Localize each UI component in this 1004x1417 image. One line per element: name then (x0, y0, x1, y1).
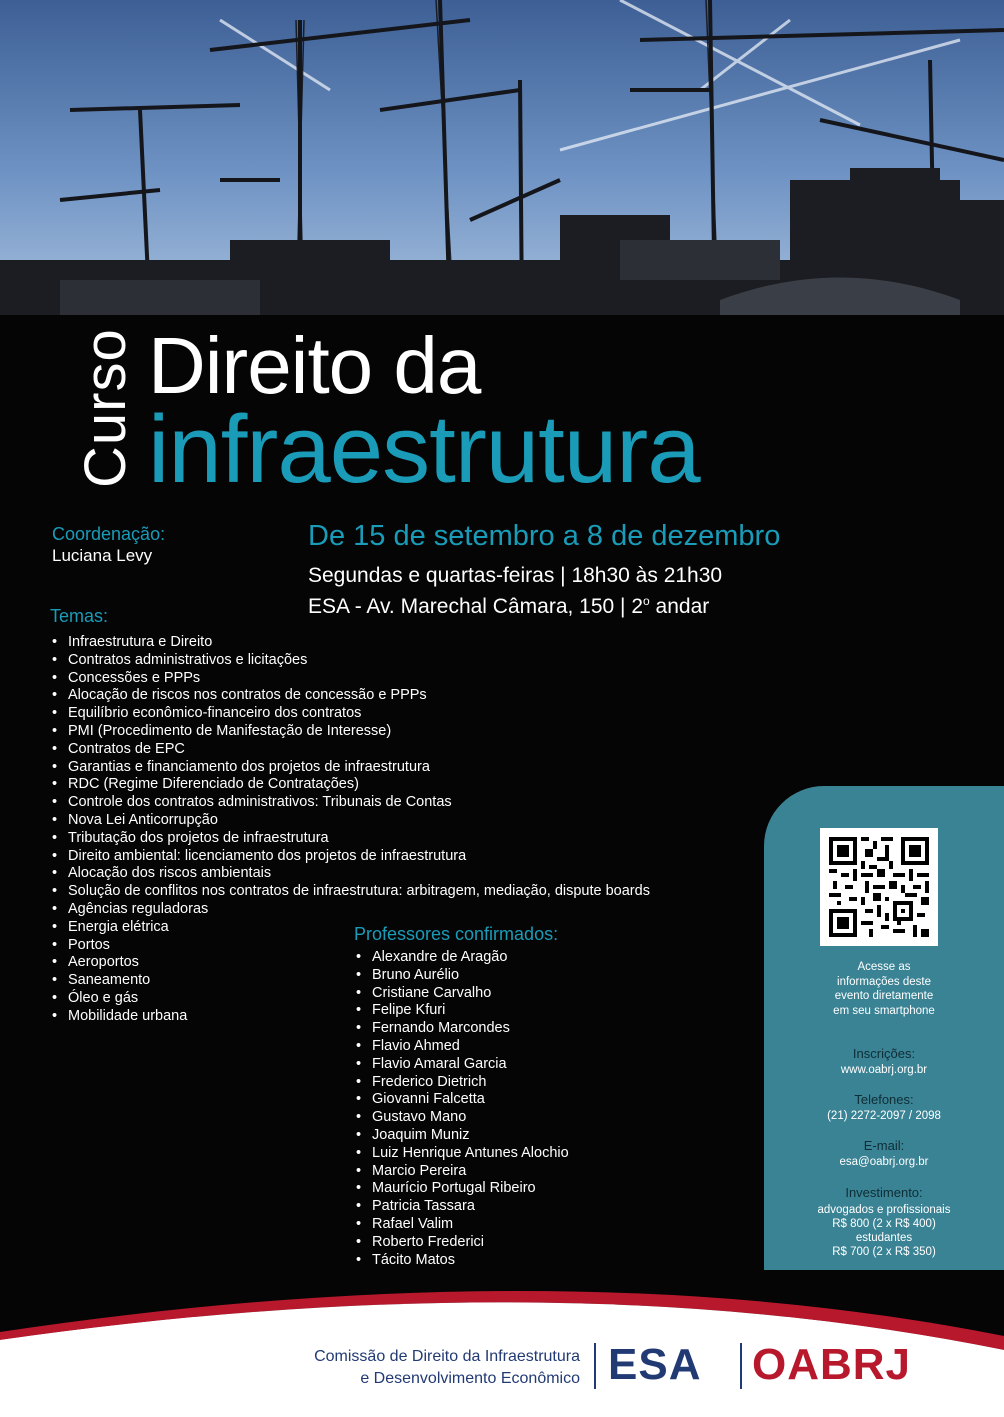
professor-item: • Flavio Amaral Garcia (354, 1056, 569, 1074)
tema-item: • Energia elétrica (50, 919, 650, 937)
tema-item: • Aeroportos (50, 954, 650, 972)
qr-caption-line: em seu smartphone (833, 1004, 935, 1017)
email-link[interactable]: esa@oabrj.org.br (839, 1156, 929, 1168)
tema-item: • Agências reguladoras (50, 901, 650, 919)
professor-item: • Alexandre de Aragão (354, 949, 569, 967)
tema-item: • Óleo e gás (50, 990, 650, 1008)
location-prefix: ESA - Av. Marechal Câmara, 150 | 2 (308, 595, 644, 618)
professor-item: • Bruno Aurélio (354, 967, 569, 985)
investimento-line: R$ 800 (2 x R$ 400) (832, 1218, 936, 1230)
professor-item: • Marcio Pereira (354, 1163, 569, 1181)
tema-item: • PMI (Procedimento de Manifestação de Interesse) (50, 723, 650, 741)
professor-item: • Roberto Frederici (354, 1234, 569, 1252)
title-line-1: Direito da (148, 321, 481, 410)
tema-item: • Portos (50, 937, 650, 955)
tema-item: • Nova Lei Anticorrupção (50, 812, 650, 830)
professor-item: • Frederico Dietrich (354, 1074, 569, 1092)
professor-item: • Patricia Tassara (354, 1198, 569, 1216)
construction-cranes-photo (0, 0, 1004, 318)
course-dates: De 15 de setembro a 8 de dezembro (308, 520, 781, 552)
tema-item: • Direito ambiental: licenciamento dos projetos de infraestrutura (50, 848, 650, 866)
professores-list (354, 949, 569, 1269)
professor-item: • Cristiane Carvalho (354, 985, 569, 1003)
tema-item: • Infraestrutura e Direito (50, 634, 650, 652)
tema-item: • Mobilidade urbana (50, 1008, 650, 1026)
esa-logo: ESA (608, 1340, 702, 1389)
email-label: E-mail: (863, 1138, 905, 1153)
qr-code[interactable] (820, 828, 938, 946)
coordenacao-name: Luciana Levy (52, 546, 153, 565)
curso-vertical-label: Curso (73, 328, 138, 488)
qr-code-icon (829, 837, 929, 937)
professores-label: Professores confirmados: (354, 924, 559, 944)
title-line-2: infraestrutura (148, 396, 700, 503)
footer-divider (740, 1343, 742, 1389)
tema-item: • Tributação dos projetos de infraestrutura (50, 830, 650, 848)
temas-label: Temas: (50, 606, 109, 626)
cranes-illustration (0, 0, 1004, 318)
professor-item: • Felipe Kfuri (354, 1002, 569, 1020)
footer-wave (0, 1270, 1004, 1350)
course-location (308, 594, 709, 619)
professor-item: • Gustavo Mano (354, 1109, 569, 1127)
professor-item: • Flavio Ahmed (354, 1038, 569, 1056)
professor-item: • Giovanni Falcetta (354, 1091, 569, 1109)
tema-item: • RDC (Regime Diferenciado de Contratações) (50, 776, 650, 794)
info-panel (764, 786, 1004, 1296)
qr-caption (764, 960, 1004, 1018)
professor-item: • Joaquim Muniz (354, 1127, 569, 1145)
course-schedule: Segundas e quartas-feiras | 18h30 às 21h30 (308, 564, 723, 587)
oabrj-logo: OABRJ (752, 1340, 912, 1389)
tema-item: • Controle dos contratos administrativos: Tribunais de Contas (50, 794, 650, 812)
coordenacao-label: Coordenação: (52, 524, 166, 544)
location-ordinal: o (643, 594, 650, 608)
investimento-line: advogados e profissionais (817, 1204, 951, 1216)
professor-item: • Luiz Henrique Antunes Alochio (354, 1145, 569, 1163)
tema-item: • Saneamento (50, 972, 650, 990)
location-suffix: andar (649, 595, 710, 618)
commission-name-line-2: e Desenvolvimento Econômico (360, 1370, 580, 1387)
tema-item: • Alocação dos riscos ambientais (50, 865, 650, 883)
tema-item: • Contratos de EPC (50, 741, 650, 759)
wave-shape (0, 1270, 1004, 1350)
investimento-label: Investimento: (845, 1185, 923, 1200)
investimento-line: R$ 700 (2 x R$ 350) (832, 1246, 936, 1258)
tema-item: • Solução de conflitos nos contratos de infraestrutura: arbitragem, mediação, dispute boards (50, 883, 650, 901)
qr-caption-line: evento diretamente (834, 990, 934, 1002)
professor-item: • Maurício Portugal Ribeiro (354, 1180, 569, 1198)
professor-item: • Tácito Matos (354, 1252, 569, 1270)
tema-item: • Garantias e financiamento dos projetos de infraestrutura (50, 759, 650, 777)
footer-divider (594, 1343, 596, 1389)
commission-name-line-1: Comissão de Direito da Infraestrutura (314, 1348, 580, 1365)
inscricoes-label: Inscrições: (852, 1046, 916, 1061)
professor-item: • Rafael Valim (354, 1216, 569, 1234)
qr-caption-line: Acesse as (857, 961, 911, 973)
qr-caption-line: informações deste (837, 975, 931, 988)
telefones-value: (21) 2272-2097 / 2098 (827, 1110, 941, 1122)
tema-item: • Concessões e PPPs (50, 670, 650, 688)
tema-item: • Equilíbrio econômico-financeiro dos contratos (50, 705, 650, 723)
inscricoes-link[interactable]: www.oabrj.org.br (840, 1064, 928, 1076)
professor-item: • Fernando Marcondes (354, 1020, 569, 1038)
investimento-line: estudantes (855, 1232, 913, 1244)
tema-item: • Alocação de riscos nos contratos de concessão e PPPs (50, 687, 650, 705)
telefones-label: Telefones: (854, 1092, 914, 1107)
tema-item: • Contratos administrativos e licitações (50, 652, 650, 670)
